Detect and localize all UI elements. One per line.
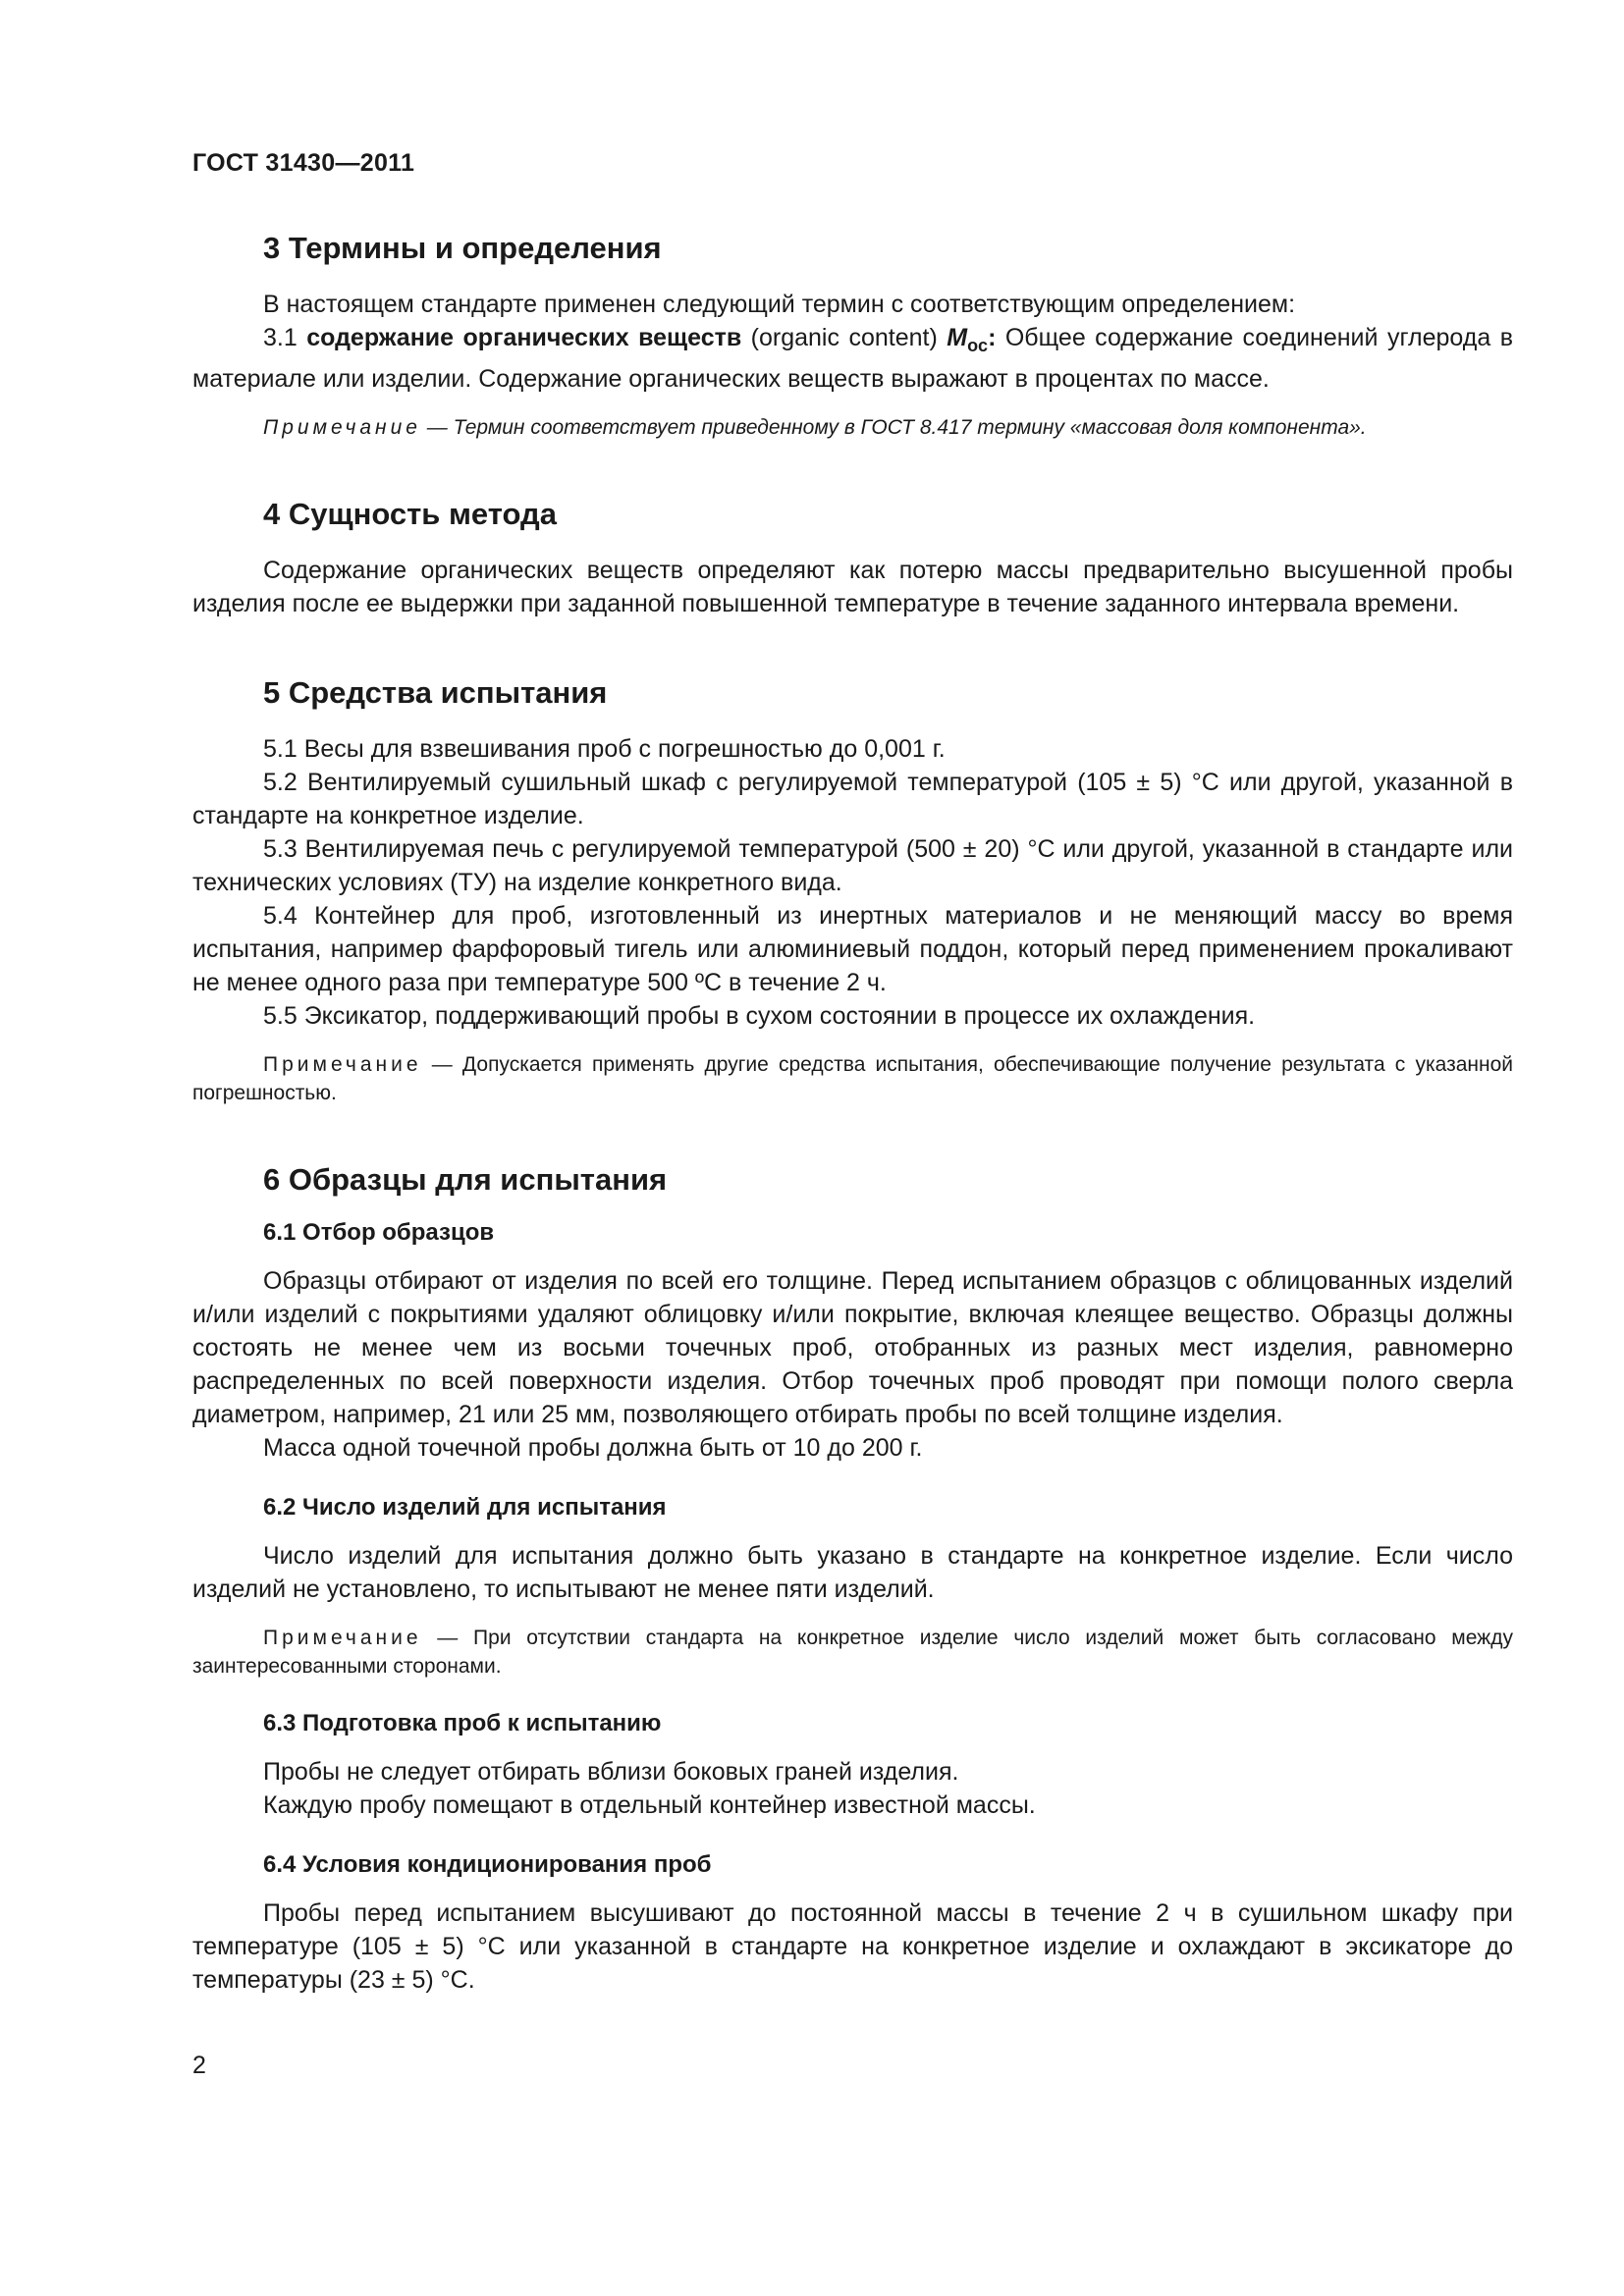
subsection-6-3-paragraph-2: Каждую пробу помещают в отдельный контейнер известной массы. [263, 1791, 1036, 1819]
list-item: 5.2 Вентилируемый сушильный шкаф с регулируемой температурой (105 ± 5) °С или другой, указанной в стандарте на конкретное изделие. [192, 769, 1513, 829]
section-4-paragraph: Содержание органических веществ определяют как потерю массы предварительно высушенной пробы изделия после ее выдержки при заданной повышенной температуре в течение заданного интервала времени. [192, 557, 1513, 617]
note-text: — Допускается применять другие средства испытания, обеспечивающие получение результата с указанной погрешностью. [192, 1053, 1513, 1104]
subsection-6-2-title: 6.2 Число изделий для испытания [263, 1494, 667, 1521]
page-number: 2 [192, 2052, 206, 2079]
subsection-6-3-title: 6.3 Подготовка проб к испытанию [263, 1710, 662, 1736]
section-5-note [192, 1050, 1513, 1107]
section-4-title: 4 Сущность метода [263, 497, 557, 531]
subsection-6-4-paragraph: Пробы перед испытанием высушивают до постоянной массы в течение 2 ч в сушильном шкафу при температуре (105 ± 5) °С или указанной в стандарте на конкретное изделие и охлаждают в эксикаторе до температуры (23 ± 5) °С. [192, 1899, 1513, 1994]
subsection-6-1-paragraph-2: Масса одной точечной пробы должна быть от 10 до 200 г. [263, 1434, 923, 1462]
subsection-6-3-paragraph-1: Пробы не следует отбирать вблизи боковых граней изделия. [263, 1758, 959, 1786]
note-label: Примечание [263, 416, 421, 439]
note-label: Примечание [263, 1627, 422, 1649]
term-colon: : [988, 324, 997, 351]
list-item: 5.5 Эксикатор, поддерживающий пробы в сухом состоянии в процессе их охлаждения. [263, 1002, 1256, 1030]
term-definition: Общее содержание соединений углерода в материале или изделии. Содержание органических веществ выражают в процентах по массе. [192, 324, 1513, 393]
section-3-title: 3 Термины и определения [263, 231, 662, 265]
term-name: содержание органических веществ [306, 324, 742, 351]
note-text: — Термин соответствует приведенному в ГОСТ 8.417 термину «массовая доля компонента». [420, 416, 1367, 439]
subsection-6-2-paragraph: Число изделий для испытания должно быть указано в стандарте на конкретное изделие. Если число изделий не установлено, то испытывают не менее пяти изделий. [192, 1542, 1513, 1603]
section-5-title: 5 Средства испытания [263, 675, 608, 710]
note-text: — При отсутствии стандарта на конкретное изделие число изделий может быть согласовано между заинтересованными сторонами. [192, 1627, 1513, 1678]
list-item: 5.3 Вентилируемая печь с регулируемой температурой (500 ± 20) °С или другой, указанной в стандарте или технических условиях (ТУ) на изделие конкретного вида. [192, 835, 1513, 896]
document-page [192, 149, 1513, 1997]
list-item: 5.1 Весы для взвешивания проб с погрешностью до 0,001 г. [263, 735, 946, 763]
section-3-note [192, 413, 1513, 442]
subsection-6-1-paragraph-1: Образцы отбирают от изделия по всей его толщине. Перед испытанием образцов с облицованных изделий и/или изделий с покрытиями удаляют облицовку и/или покрытие, включая клеящее вещество. Образцы должны состоять не менее чем из восьми точечных проб, отобранных из разных мест изделия, равномерно распределенных по всей поверхности изделия. Отбор точечных проб проводят при помощи полого сверла диаметром, например, 21 или 25 мм, позволяющего отбирать пробы по всей толщине изделия. [192, 1267, 1513, 1428]
document-id-header: ГОСТ 31430—2011 [192, 149, 415, 177]
term-symbol: $M_{oc}$ [947, 324, 989, 355]
term-number: 3.1 [263, 324, 307, 351]
subsection-6-4-title: 6.4 Условия кондиционирования проб [263, 1851, 712, 1878]
subsection-6-1-title: 6.1 Отбор образцов [263, 1219, 495, 1246]
term-english: (organic content) [741, 324, 947, 351]
section-3-intro: В настоящем стандарте применен следующий термин с соответствующим определением: [263, 291, 1296, 318]
list-item: 5.4 Контейнер для проб, изготовленный из инертных материалов и не меняющий массу во время испытания, например фарфоровый тигель или алюминиевый поддон, который перед применением прокаливают не менее одного раза при температуре 500 ºС в течение 2 ч. [192, 902, 1513, 996]
note-label: Примечание [263, 1053, 422, 1076]
subsection-6-2-note [192, 1624, 1513, 1681]
term-3-1 [192, 321, 1513, 396]
section-6-title: 6 Образцы для испытания [263, 1162, 668, 1197]
